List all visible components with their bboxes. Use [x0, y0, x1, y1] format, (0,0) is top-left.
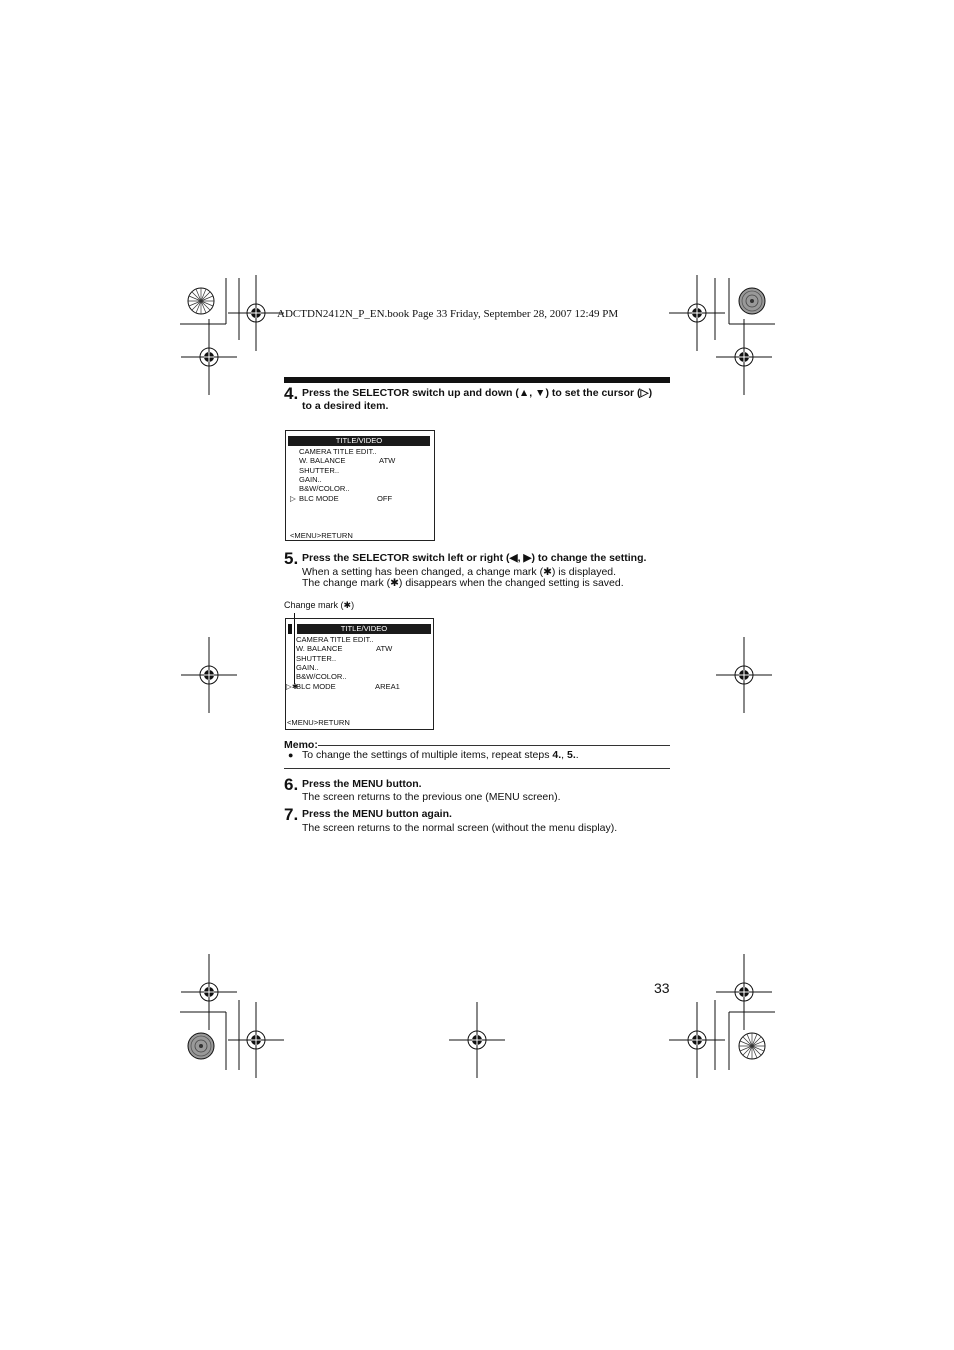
step-7-body: The screen returns to the normal screen (without the menu display).: [302, 822, 618, 834]
menu-screen-title: TITLE/VIDEO: [297, 624, 431, 634]
menu-screen-title: TITLE/VIDEO: [288, 436, 430, 446]
menu-item-label: GAIN..: [296, 662, 319, 672]
menu-item-label: SHUTTER..: [296, 653, 337, 663]
menu-item-label: B&W/COLOR..: [296, 672, 347, 682]
step-7-title: Press the MENU button again.: [302, 808, 452, 820]
menu-item-value: OFF: [377, 493, 393, 503]
step-4-number: 4.: [284, 384, 299, 403]
memo-top-rule: [318, 745, 670, 746]
step-5-number: 5.: [284, 549, 299, 568]
step-4-title-line2: to a desired item.: [302, 400, 389, 412]
menu-screen-before: [285, 430, 435, 541]
memo-title: Memo:: [284, 739, 318, 751]
memo-step-ref: 5.: [567, 749, 576, 761]
menu-item-label: SHUTTER..: [299, 465, 340, 475]
section-top-bar: [284, 377, 670, 383]
screen-edge-marker: [288, 624, 292, 634]
menu-item-label: CAMERA TITLE EDIT..: [299, 447, 377, 456]
menu-cursor-changed: ▷✱: [286, 681, 299, 691]
step-7-number: 7.: [284, 805, 299, 824]
menu-return-footer: <MENU>RETURN: [287, 718, 350, 727]
menu-item-value: AREA1: [375, 681, 400, 691]
step-4-title-line1: Press the SELECTOR switch up and down (▲, ▼) to set the cursor (▷): [302, 387, 653, 399]
step-6-number: 6.: [284, 775, 299, 794]
change-mark-caption: Change mark (✱): [284, 600, 355, 610]
memo-bullet: ●: [288, 750, 294, 760]
step-5-title: Press the SELECTOR switch left or right (◀, ▶) to change the setting.: [302, 552, 647, 564]
menu-return-footer: <MENU>RETURN: [290, 531, 353, 540]
memo-text: To change the settings of multiple items, repeat steps 4., 5..: [302, 749, 579, 761]
book-header: ADCTDN2412N_P_EN.book Page 33 Friday, September 28, 2007 12:49 PM: [277, 308, 619, 320]
menu-item-value: ATW: [379, 456, 396, 466]
page-number: 33: [654, 980, 670, 996]
menu-item-label: W. BALANCE: [296, 644, 343, 654]
step-6-body: The screen returns to the previous one (MENU screen).: [302, 791, 561, 803]
menu-item-value: ATW: [376, 644, 393, 654]
step-5-body-line1: When a setting has been changed, a change mark (✱) is displayed.: [302, 566, 617, 578]
menu-item-label: GAIN..: [299, 474, 322, 484]
menu-item-label: CAMERA TITLE EDIT..: [296, 635, 374, 644]
menu-cursor: ▷: [290, 493, 296, 503]
menu-item-label: W. BALANCE: [299, 456, 346, 466]
step-6-title: Press the MENU button.: [302, 778, 422, 790]
menu-item-label: BLC MODE: [296, 681, 336, 691]
menu-screen-after: [285, 618, 434, 730]
step-5-body-line2: The change mark (✱) disappears when the changed setting is saved.: [302, 577, 624, 589]
menu-item-label: B&W/COLOR..: [299, 484, 350, 494]
memo-step-ref: 4.: [552, 749, 562, 761]
menu-item-label: BLC MODE: [299, 493, 339, 503]
memo-bottom-rule: [284, 768, 670, 769]
